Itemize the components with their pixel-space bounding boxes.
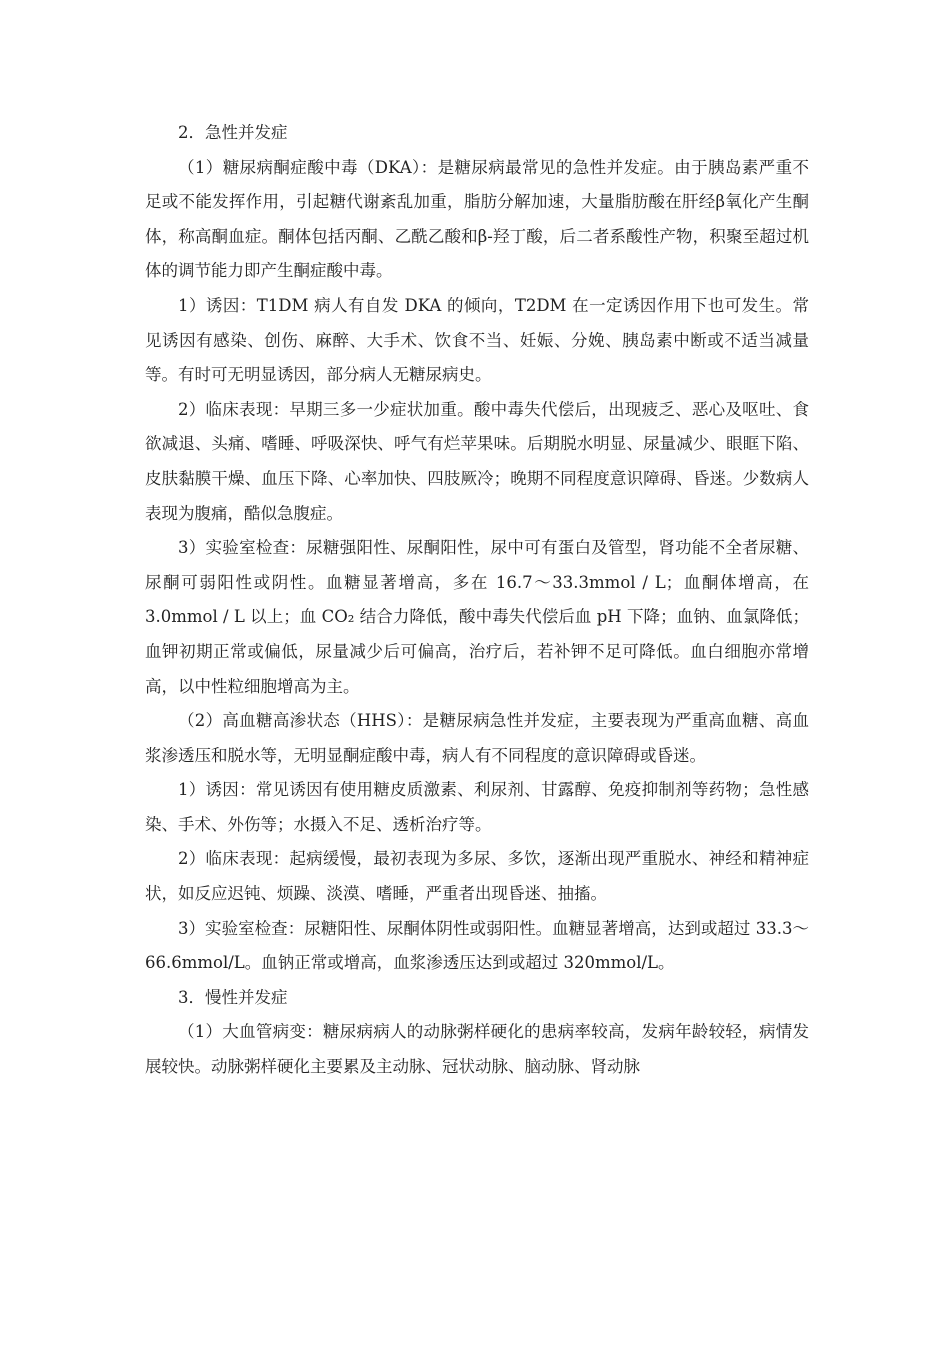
section-heading-acute-complications: 2．急性并发症 — [178, 123, 288, 142]
section-heading-chronic-complications: 3．慢性并发症 — [178, 987, 288, 1007]
paragraph-dka-definition: （1）糖尿病酮症酸中毒（DKA）：是糖尿病最常见的急性并发症。由于胰岛素严重不足或不能发挥作用，引起糖代谢紊乱加重，脂肪分解加速，大量脂肪酸在肝经β氧化产生酮体，称高酮血症。酮体包括丙酮、乙酰乙酸和β-羟丁酸，后二者系酸性产物，积聚至超过机体的调节能力即产生酮症酸中毒。 — [145, 157, 809, 281]
paragraph-hhs-causes: 1）诱因：常见诱因有使用糖皮质激素、利尿剂、甘露醇、免疫抑制剂等药物；急性感染、手术、外伤等；水摄入不足、透析治疗等。 — [145, 780, 809, 834]
document-page — [145, 116, 809, 1085]
paragraph-dka-lab: 3）实验室检查：尿糖强阳性、尿酮阳性，尿中可有蛋白及管型，肾功能不全者尿糖、尿酮可弱阳性或阴性。血糖显著增高，多在 16.7～33.3mmol / L；血酮体增高，在 3.0mmol / L 以上；血 CO₂ 结合力降低，酸中毒失代偿后血 pH 下降；血钠、血氯降低；血钾初期正常或偏低，尿量减少后可偏高，治疗后，若补钾不足可降低。血白细胞亦常增高，以中性粒细胞增高为主。 — [145, 538, 809, 696]
paragraph-macrovascular: （1）大血管病变：糖尿病病人的动脉粥样硬化的患病率较高，发病年龄较轻，病情发展较快。动脉粥样硬化主要累及主动脉、冠状动脉、脑动脉、肾动脉 — [145, 1022, 809, 1077]
paragraph-dka-causes: 1）诱因：T1DM 病人有自发 DKA 的倾向，T2DM 在一定诱因作用下也可发生。常见诱因有感染、创伤、麻醉、大手术、饮食不当、妊娠、分娩、胰岛素中断或不适当减量等。有时可无明显诱因，部分病人无糖尿病史。 — [145, 295, 809, 385]
paragraph-dka-clinical: 2）临床表现：早期三多一少症状加重。酸中毒失代偿后，出现疲乏、恶心及呕吐、食欲减退、头痛、嗜睡、呼吸深快、呼气有烂苹果味。后期脱水明显、尿量减少、眼眶下陷、皮肤黏膜干燥、血压下降、心率加快、四肢厥冷；晚期不同程度意识障碍、昏迷。少数病人表现为腹痛，酷似急腹症。 — [145, 399, 809, 523]
paragraph-hhs-lab: 3）实验室检查：尿糖阳性、尿酮体阴性或弱阳性。血糖显著增高，达到或超过 33.3～66.6mmol/L。血钠正常或增高，血浆渗透压达到或超过 320mmol/L。 — [145, 918, 809, 973]
paragraph-hhs-clinical: 2）临床表现：起病缓慢，最初表现为多尿、多饮，逐渐出现严重脱水、神经和精神症状，如反应迟钝、烦躁、淡漠、嗜睡，严重者出现昏迷、抽搐。 — [145, 849, 809, 904]
paragraph-hhs-definition: （2）高血糖高渗状态（HHS）：是糖尿病急性并发症，主要表现为严重高血糖、高血浆渗透压和脱水等，无明显酮症酸中毒，病人有不同程度的意识障碍或昏迷。 — [145, 711, 809, 765]
